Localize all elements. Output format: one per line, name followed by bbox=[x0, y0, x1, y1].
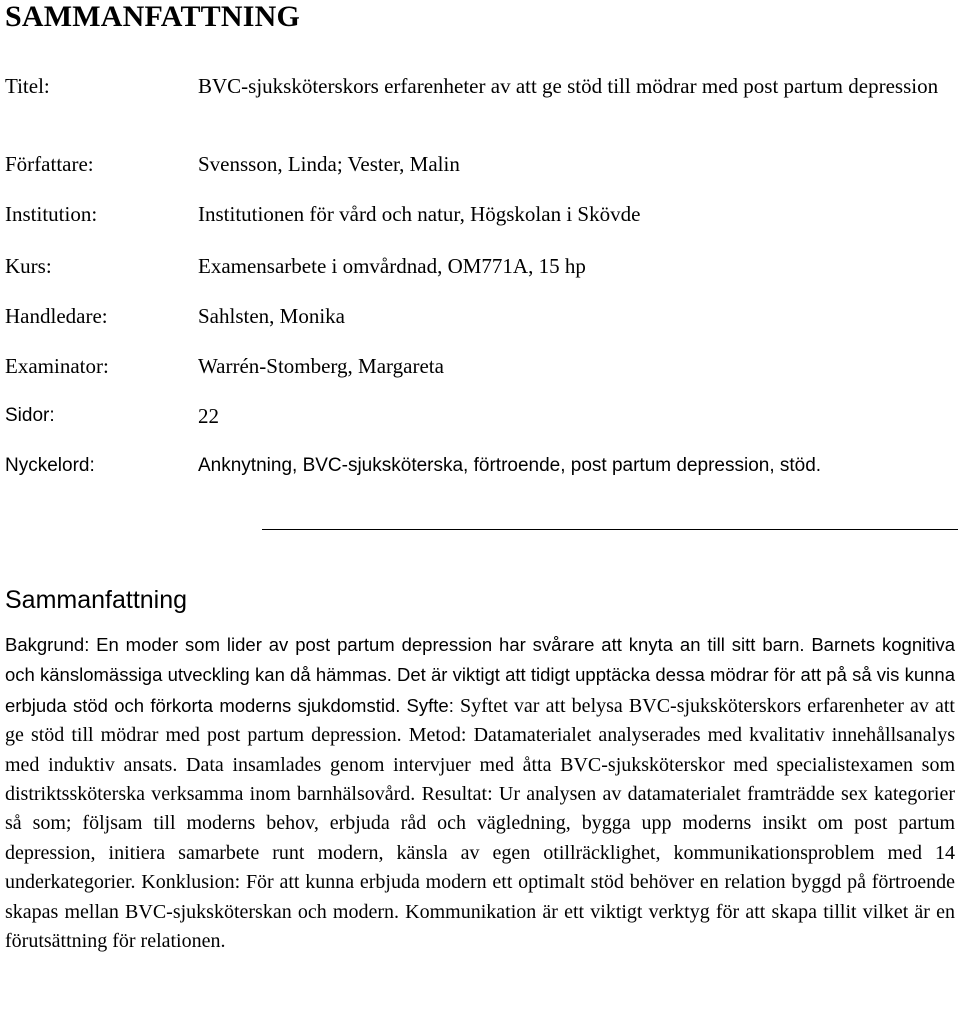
aim-label: Syfte: bbox=[406, 694, 454, 716]
keywords-value: Anknytning, BVC-sjuksköterska, förtroende, post partum depression, stöd. bbox=[198, 455, 822, 476]
course-label: Kurs: bbox=[5, 254, 52, 278]
supervisor-value: Sahlsten, Monika bbox=[198, 304, 345, 328]
method-label: Metod: bbox=[408, 724, 467, 747]
title-label: Titel: bbox=[5, 74, 50, 98]
results-label: Resultat: bbox=[421, 783, 493, 806]
authors-label: Författare: bbox=[5, 152, 94, 176]
institution-label: Institution: bbox=[5, 202, 98, 226]
examiner-label: Examinator: bbox=[5, 354, 109, 378]
background-text-3: Det är viktigt att tidigt upptäcka dessa mödrar för att på så vis kunna erbjuda stöd och förkorta moderns sjukdomstid. bbox=[5, 664, 956, 716]
background-text-1: En moder som lider av post partum depression har svårare att knyta an till sitt barn. bbox=[96, 634, 805, 655]
summary-heading: Sammanfattning bbox=[5, 586, 188, 614]
method-text-1: Datamaterialet analyserades med kvalitativ innehållsanalys med induktiv ansats. bbox=[5, 724, 955, 776]
background-label: Bakgrund: bbox=[5, 634, 90, 655]
aim-text: Syftet var att belysa BVC-sjuksköterskors erfarenheter av att ge stöd till mödrar med post partum depression. bbox=[5, 694, 955, 747]
abstract-paragraph bbox=[5, 630, 955, 956]
keywords-label: Nyckelord: bbox=[5, 455, 95, 476]
conclusion-label: Konklusion: bbox=[141, 871, 241, 894]
section-divider bbox=[262, 529, 958, 530]
background-text-2: Barnets kognitiva och känslomässiga utveckling kan då hämmas. bbox=[5, 634, 956, 686]
title-value: BVC-sjuksköterskors erfarenheter av att ge stöd till mödrar med post partum depression bbox=[198, 74, 939, 98]
results-text: Ur analysen av datamaterialet framträdde sex kategorier så som; följsam till moderns behov, erbjuda råd och vägledning, bygga upp moderns insikt om post partum depression, initiera samarbete runt modern, känsla av egen otillräcklighet, kommunikationsproblem med 14 underkategorier. bbox=[5, 783, 956, 894]
pages-label: Sidor: bbox=[5, 405, 55, 426]
institution-value: Institutionen för vård och natur, Högskolan i Skövde bbox=[198, 202, 641, 226]
authors-value: Svensson, Linda; Vester, Malin bbox=[198, 152, 460, 176]
method-text-2: Data insamlades genom intervjuer med åtta BVC-sjuksköterskor med specialistexamen som distriktssköterska verksamma inom barnhälsovård. bbox=[5, 753, 956, 806]
conclusion-text: För att kunna erbjuda modern ett optimalt stöd behöver en relation byggd på förtroende skapas mellan BVC-sjuksköterskan och modern. Kommunikation är ett viktigt verktyg för att skapa tillit vilket är en förutsättning för relationen. bbox=[5, 871, 956, 953]
course-value: Examensarbete i omvårdnad, OM771A, 15 hp bbox=[198, 254, 586, 278]
abstract-body bbox=[5, 630, 955, 956]
examiner-value: Warrén-Stomberg, Margareta bbox=[198, 354, 444, 378]
pages-value: 22 bbox=[198, 404, 219, 428]
page-title: SAMMANFATTNING bbox=[5, 0, 301, 33]
supervisor-label: Handledare: bbox=[5, 304, 108, 328]
